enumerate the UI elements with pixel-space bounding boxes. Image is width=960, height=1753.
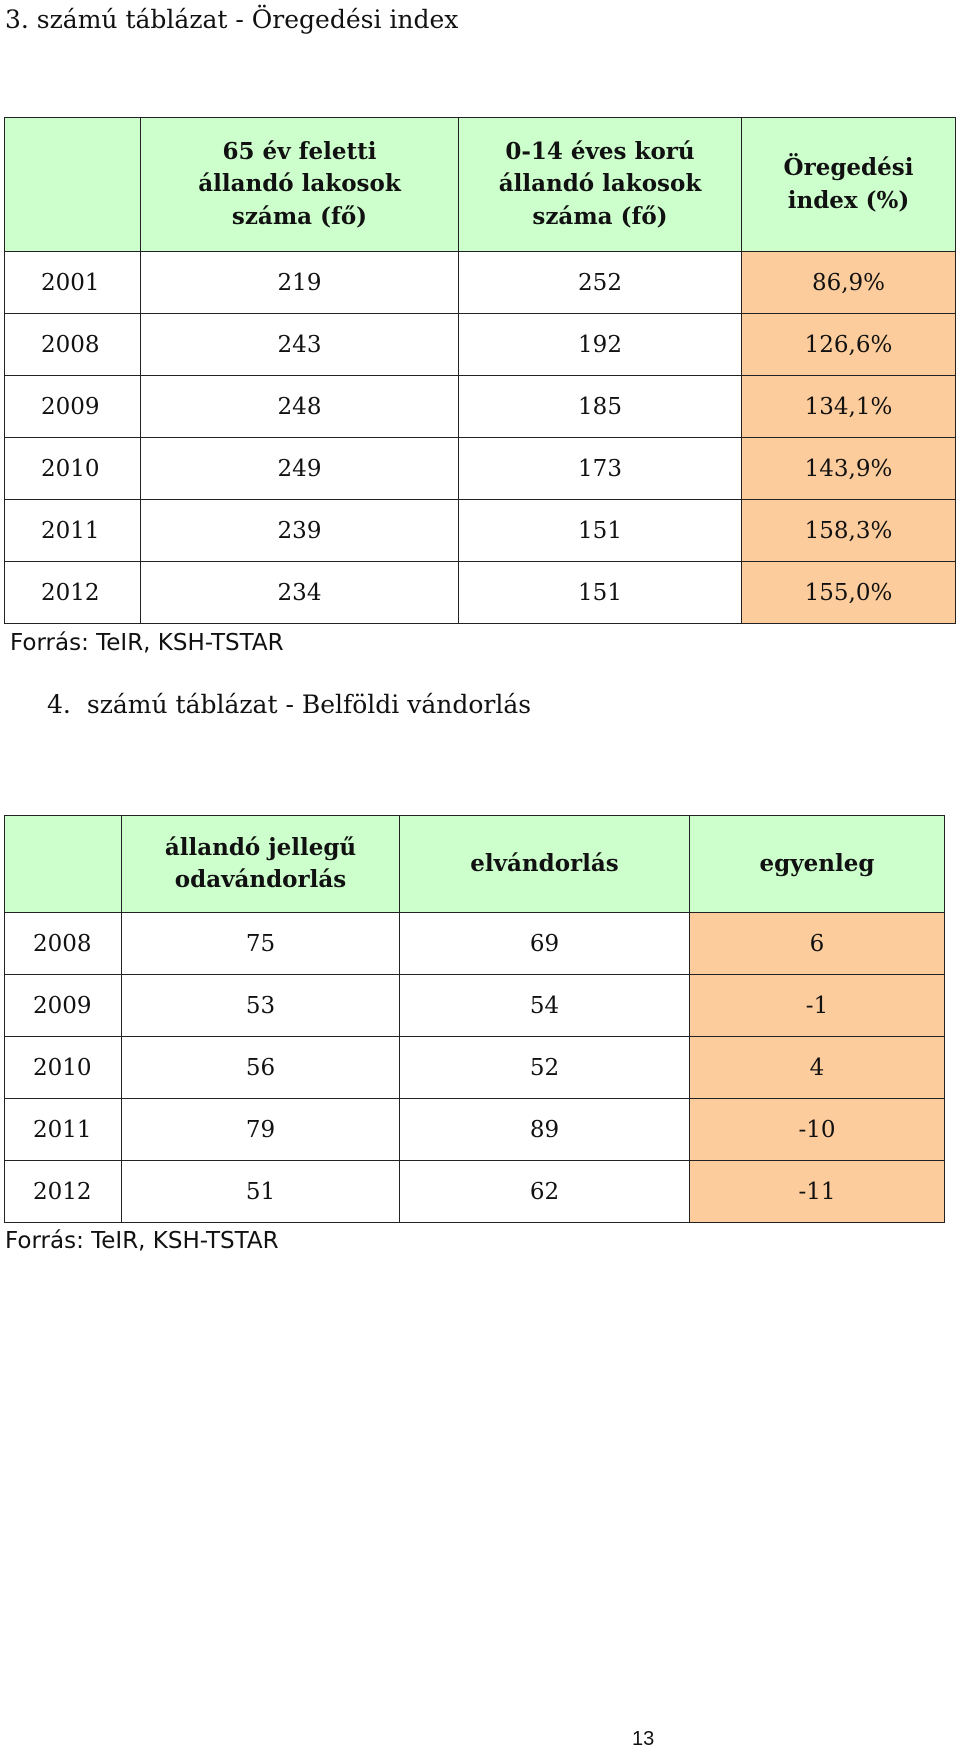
index-cell: 134,1% bbox=[742, 376, 956, 438]
table-cell: 248 bbox=[141, 376, 459, 438]
aging-index-table bbox=[4, 117, 956, 624]
header-cell: 0-14 éves korú állandó lakosok száma (fő) bbox=[459, 118, 742, 252]
table-cell: 56 bbox=[122, 1037, 400, 1099]
year-cell: 2010 bbox=[5, 438, 141, 500]
table-cell: 151 bbox=[459, 562, 742, 624]
index-cell: 86,9% bbox=[742, 252, 956, 314]
balance-cell: 6 bbox=[690, 913, 945, 975]
balance-cell: -1 bbox=[690, 975, 945, 1037]
table-cell: 249 bbox=[141, 438, 459, 500]
table-header-row bbox=[5, 816, 945, 913]
table4-caption-text: számú táblázat - Belföldi vándorlás bbox=[86, 690, 532, 719]
index-cell: 158,3% bbox=[742, 500, 956, 562]
table-cell: 52 bbox=[400, 1037, 690, 1099]
balance-cell: -10 bbox=[690, 1099, 945, 1161]
balance-cell: 4 bbox=[690, 1037, 945, 1099]
year-cell: 2012 bbox=[5, 1161, 122, 1223]
header-cell: 65 év feletti állandó lakosok száma (fő) bbox=[141, 118, 459, 252]
table-row bbox=[5, 1161, 945, 1223]
year-cell: 2008 bbox=[5, 314, 141, 376]
header-cell: egyenleg bbox=[690, 816, 945, 913]
table-cell: 89 bbox=[400, 1099, 690, 1161]
header-cell bbox=[5, 118, 141, 252]
table-cell: 151 bbox=[459, 500, 742, 562]
table4-source: Forrás: TeIR, KSH-TSTAR bbox=[5, 1228, 279, 1254]
table-row bbox=[5, 438, 956, 500]
table-cell: 53 bbox=[122, 975, 400, 1037]
year-cell: 2010 bbox=[5, 1037, 122, 1099]
table-row bbox=[5, 562, 956, 624]
table-row bbox=[5, 500, 956, 562]
table-row bbox=[5, 1037, 945, 1099]
table-cell: 173 bbox=[459, 438, 742, 500]
table-cell: 252 bbox=[459, 252, 742, 314]
table-row bbox=[5, 376, 956, 438]
year-cell: 2009 bbox=[5, 376, 141, 438]
year-cell: 2011 bbox=[5, 500, 141, 562]
header-cell: Öregedési index (%) bbox=[742, 118, 956, 252]
table-cell: 219 bbox=[141, 252, 459, 314]
year-cell: 2011 bbox=[5, 1099, 122, 1161]
table-row bbox=[5, 314, 956, 376]
table-cell: 75 bbox=[122, 913, 400, 975]
table-cell: 51 bbox=[122, 1161, 400, 1223]
index-cell: 155,0% bbox=[742, 562, 956, 624]
table3-source: Forrás: TeIR, KSH-TSTAR bbox=[10, 630, 284, 656]
table-row bbox=[5, 913, 945, 975]
table-header-row bbox=[5, 118, 956, 252]
balance-cell: -11 bbox=[690, 1161, 945, 1223]
header-cell bbox=[5, 816, 122, 913]
table3-caption: 3. számú táblázat - Öregedési index bbox=[5, 5, 459, 34]
table-row bbox=[5, 975, 945, 1037]
table-row bbox=[5, 252, 956, 314]
table-cell: 62 bbox=[400, 1161, 690, 1223]
index-cell: 126,6% bbox=[742, 314, 956, 376]
table-cell: 243 bbox=[141, 314, 459, 376]
table-cell: 239 bbox=[141, 500, 459, 562]
index-cell: 143,9% bbox=[742, 438, 956, 500]
table4-caption-number: 4. bbox=[47, 690, 71, 719]
table-cell: 54 bbox=[400, 975, 690, 1037]
year-cell: 2012 bbox=[5, 562, 141, 624]
page-number: 13 bbox=[632, 1728, 655, 1750]
table-cell: 185 bbox=[459, 376, 742, 438]
header-cell: állandó jellegű odavándorlás bbox=[122, 816, 400, 913]
table-row bbox=[5, 1099, 945, 1161]
header-cell: elvándorlás bbox=[400, 816, 690, 913]
table-cell: 192 bbox=[459, 314, 742, 376]
table-cell: 234 bbox=[141, 562, 459, 624]
table-cell: 79 bbox=[122, 1099, 400, 1161]
year-cell: 2009 bbox=[5, 975, 122, 1037]
year-cell: 2001 bbox=[5, 252, 141, 314]
table-cell: 69 bbox=[400, 913, 690, 975]
table4-caption bbox=[47, 692, 531, 717]
migration-table bbox=[4, 815, 945, 1223]
year-cell: 2008 bbox=[5, 913, 122, 975]
